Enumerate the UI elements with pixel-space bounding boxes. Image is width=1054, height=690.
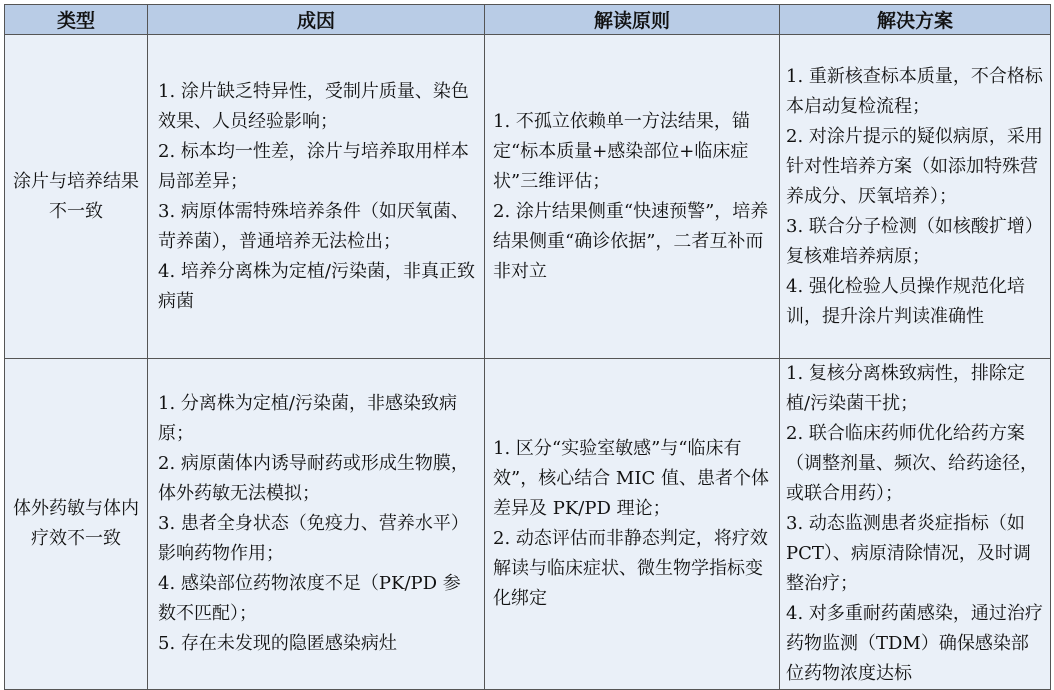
cause-item: 3. 患者全身状态（免疫力、营养水平）影响药物作用； (158, 513, 469, 564)
principle-cell (485, 359, 780, 690)
header-cause: 成因 (148, 5, 485, 35)
solution-item: 1. 重新核查标本质量，不合格标本启动复检流程； (786, 65, 1043, 117)
table-row (5, 359, 1051, 690)
cause-analysis-table (4, 4, 1051, 690)
solution-item: 4. 对多重耐药菌感染，通过治疗药物监测（TDM）确保感染部位药物浓度达标 (786, 603, 1043, 684)
type-cell: 体外药敏与体内疗效不一致 (5, 359, 148, 690)
cause-item: 2. 标本均一性差，涂片与培养取用样本局部差异； (158, 140, 469, 192)
header-principle: 解读原则 (485, 5, 780, 35)
table-row (5, 35, 1051, 359)
principle-item: 2. 动态评估而非静态判定，将疗效解读与临床症状、微生物学指标变化绑定 (493, 528, 768, 609)
principle-item: 2. 涂片结果侧重“快速预警”，培养结果侧重“确诊依据”，二者互补而非对立 (493, 200, 769, 282)
principle-item: 1. 不孤立依赖单一方法结果，锚定“标本质量+感染部位+临床症状”三维评估； (493, 110, 750, 192)
solution-item: 3. 动态监测患者炎症指标（如 PCT）、病原清除情况，及时调整治疗； (786, 513, 1031, 594)
cause-item: 4. 感染部位药物浓度不足（PK/PD 参数不匹配）； (158, 573, 461, 624)
cause-item: 2. 病原菌体内诱导耐药或形成生物膜，体外药敏无法模拟； (158, 453, 469, 504)
solution-item: 2. 联合临床药师优化给药方案（调整剂量、频次、给药途径，或联合用药）； (786, 423, 1038, 504)
cause-item: 3. 病原体需特殊培养条件（如厌氧菌、苛养菌），普通培养无法检出； (158, 200, 469, 252)
principle-cell (485, 35, 780, 359)
header-solution: 解决方案 (780, 5, 1051, 35)
solution-item: 4. 强化检验人员操作规范化培训，提升涂片判读准确性 (786, 275, 1025, 327)
cause-item: 4. 培养分离株为定植/污染菌，非真正致病菌 (158, 260, 475, 312)
header-type: 类型 (5, 5, 148, 35)
cause-item: 5. 存在未发现的隐匿感染病灶 (158, 633, 397, 654)
cause-cell (148, 359, 485, 690)
cause-item: 1. 分离株为定植/污染菌，非感染致病原； (158, 393, 457, 444)
solution-item: 3. 联合分子检测（如核酸扩增）复核难培养病原； (786, 215, 1043, 267)
solution-cell (780, 359, 1051, 690)
solution-cell (780, 35, 1051, 359)
solution-item: 1. 复核分离株致病性，排除定植/污染菌干扰； (786, 363, 1025, 414)
header-row (5, 5, 1051, 35)
type-cell: 涂片与培养结果不一致 (5, 35, 148, 359)
principle-item: 1. 区分“实验室敏感”与“临床有效”，核心结合 MIC 值、患者个体差异及 PK/PD 理论； (493, 438, 769, 519)
solution-item: 2. 对涂片提示的疑似病原，采用针对性培养方案（如添加特殊营养成分、厌氧培养）； (786, 125, 1043, 207)
cause-cell (148, 35, 485, 359)
cause-item: 1. 涂片缺乏特异性，受制片质量、染色效果、人员经验影响； (158, 80, 469, 132)
